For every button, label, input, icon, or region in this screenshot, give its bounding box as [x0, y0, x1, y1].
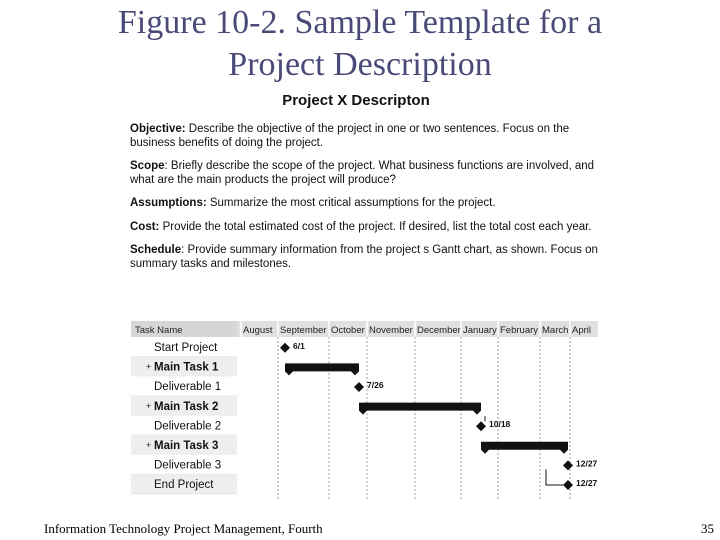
milestone-diamond — [563, 460, 573, 470]
milestone-diamond — [280, 343, 290, 353]
task-name: Start Project — [154, 342, 218, 354]
slide-title-line-2: Project Description — [228, 46, 492, 83]
project-description-document — [128, 92, 598, 281]
month-label: February — [500, 325, 539, 336]
slide-title — [0, 2, 720, 86]
task-name: Main Task 2 — [154, 400, 219, 413]
task-name: Deliverable 3 — [154, 459, 222, 472]
summary-task-bar — [359, 403, 481, 415]
summary-task-bar — [285, 363, 359, 375]
objective-text: Describe the objective of the project in one or two sentences. Focus on the business benefits of doing the project. — [130, 123, 570, 149]
assumptions-text: Summarize the most critical assumptions for the project. — [206, 197, 496, 209]
month-label: December — [417, 325, 461, 336]
month-label: September — [280, 325, 327, 336]
dependency-arrow — [546, 469, 563, 485]
schedule-section — [130, 244, 598, 271]
task-name-header: Task Name — [135, 325, 183, 336]
gantt-chart — [131, 321, 598, 499]
month-label: October — [331, 325, 365, 336]
footer-book-title: Information Technology Project Management, Fourth — [44, 521, 323, 536]
scope-label: Scope — [130, 160, 165, 172]
objective-section — [130, 123, 598, 150]
milestone-date-label: 12/27 — [576, 458, 598, 469]
month-label: March — [542, 325, 569, 336]
milestone-date-label: 6/1 — [293, 340, 305, 351]
milestone-date-label: 7/26 — [367, 380, 384, 390]
month-label: November — [369, 325, 413, 336]
month-label: August — [243, 325, 273, 336]
summary-task-bar — [481, 442, 568, 454]
scope-section — [130, 160, 598, 187]
month-label: April — [572, 325, 592, 336]
assumptions-label: Assumptions: — [130, 197, 207, 209]
schedule-label: Schedule — [130, 244, 182, 256]
milestone-date-label: 10/18 — [489, 419, 511, 430]
milestone-date-label: 12/27 — [576, 478, 598, 488]
cost-section — [130, 221, 598, 235]
cost-label: Cost: — [130, 220, 160, 233]
task-name: Deliverable 1 — [154, 381, 222, 394]
task-name: End Project — [154, 479, 214, 492]
expand-icon: + — [146, 361, 152, 372]
milestone-diamond — [563, 480, 573, 490]
month-label: January — [463, 325, 497, 336]
task-name: Main Task 3 — [154, 440, 219, 452]
task-name: Deliverable 2 — [154, 420, 222, 433]
schedule-text: : Provide summary information from the project s Gantt chart, as shown. Focus on summary tasks and milestones. — [130, 244, 598, 270]
milestone-diamond — [354, 382, 364, 392]
scope-text: : Briefly describe the scope of the project. What business functions are involved, and what are the main products the project will produce? — [130, 160, 595, 186]
cost-text: Provide the total estimated cost of the project. If desired, list the total cost each year. — [159, 220, 592, 233]
objective-label: Objective: — [130, 123, 186, 135]
milestone-diamond — [476, 421, 486, 431]
page-number: 35 — [701, 521, 714, 536]
task-name: Main Task 1 — [154, 361, 219, 374]
assumptions-section — [130, 197, 598, 211]
slide-title-line-1: Figure 10-2. Sample Template for a — [117, 4, 603, 41]
expand-icon: + — [146, 400, 152, 411]
document-title: Project X Descripton — [282, 92, 430, 109]
expand-icon: + — [146, 440, 152, 450]
